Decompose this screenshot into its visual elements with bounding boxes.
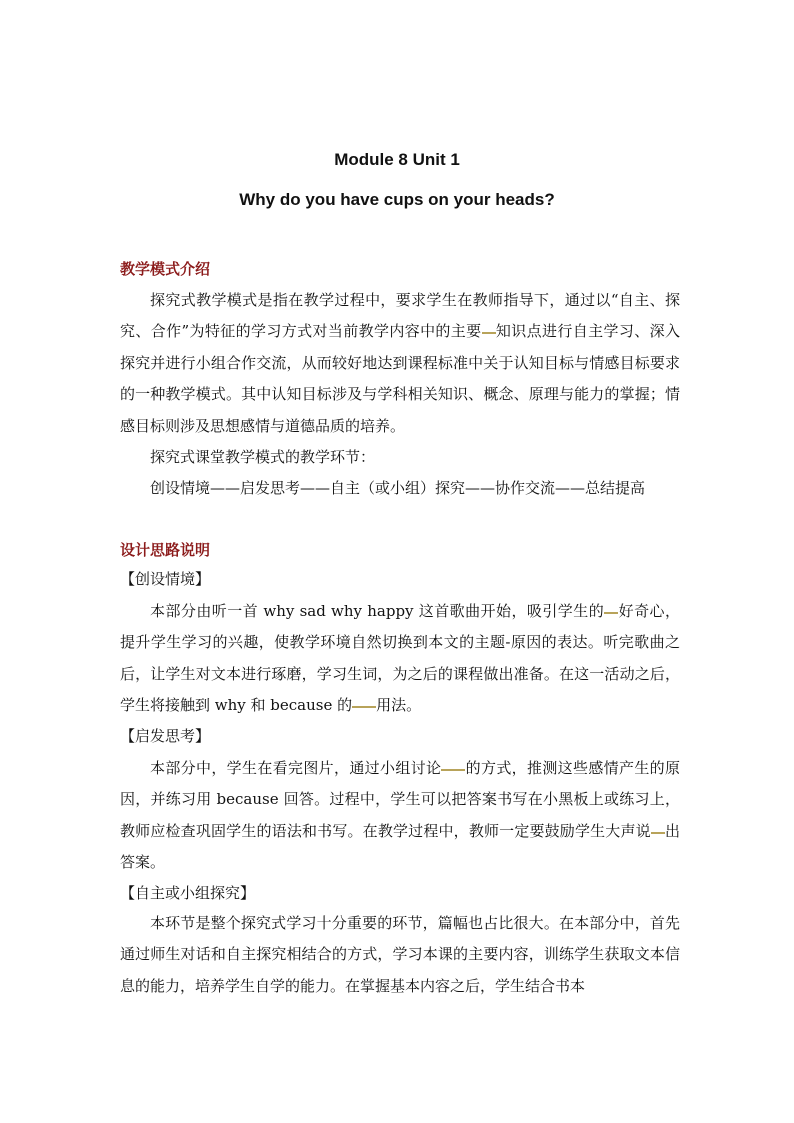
- scenario-text-2: 好奇心，提升学生学习的兴趣，使教学环境自然切换到本文的主题-原因的表达。听完歌曲之后，让学生对文本进行琢磨，学习生词，为之后的课程做出准备。在这一活动之后，学生将接触到 why 和 because 的: [120, 602, 680, 715]
- document-title: Module 8 Unit 1: [334, 150, 460, 169]
- mode-intro-text-1: 探究式教学模式是指在教学过程中，要求学生在教师指导下，通过以“自主、探究、合作”为特征的学习方式对当前教学内容中的主要: [120, 291, 680, 341]
- document-subtitle: Why do you have cups on your heads?: [239, 190, 555, 209]
- blank-underline: [651, 832, 665, 834]
- scenario-paragraph: [120, 596, 680, 722]
- inspire-paragraph: [120, 753, 680, 879]
- subsection-label-scenario: 【创设情境】: [120, 570, 211, 588]
- subsection-label-explore: 【自主或小组探究】: [120, 884, 256, 902]
- blank-underline: [482, 332, 496, 334]
- inspire-text-1: 本部分中，学生在看完图片，通过小组讨论: [150, 759, 442, 777]
- inspire-text-3: 出答案。: [120, 821, 680, 872]
- blank-underline: [441, 769, 465, 771]
- explore-paragraph: 本环节是整个探究式学习十分重要的环节，篇幅也占比很大。在本部分中，首先通过师生对话和自主探究相结合的方式，学习本课的主要内容，训练学生获取文本信息的能力，培养学生自学的能力。在掌握基本内容之后，学生结合书本: [120, 914, 680, 995]
- inspire-text-2: 的方式，推测这些感情产生的原因，并练习用 because 回答。过程中，学生可以把答案书写在小黑板上或练习上，教师应检查巩固学生的语法和书写。在教学过程中，教师一定要鼓励学生大声说: [120, 759, 680, 840]
- blank-underline: [352, 706, 376, 708]
- subsection-label-inspire: 【启发思考】: [120, 727, 211, 745]
- blank-underline: [604, 612, 618, 614]
- scenario-text-1: 本部分由听一首 why sad why happy 这首歌曲开始，吸引学生的: [150, 602, 605, 620]
- section-heading-design: 设计思路说明: [120, 541, 211, 559]
- section-heading-mode-intro: 教学模式介绍: [120, 260, 211, 278]
- teaching-steps-list: 创设情境——启发思考——自主（或小组）探究——协作交流——总结提高: [150, 479, 646, 497]
- scenario-text-3: 用法。: [376, 696, 422, 715]
- teaching-steps-intro: 探究式课堂教学模式的教学环节：: [150, 448, 376, 466]
- mode-intro-text-2: 知识点进行自主学习、深入探究并进行小组合作交流，从而较好地达到课程标准中关于认知目标与情感目标要求的一种教学模式。其中认知目标涉及与学科相关知识、概念、原理与能力的掌握；情感目标则涉及思想感情与道德品质的培养。: [120, 322, 680, 435]
- mode-intro-paragraph: [120, 285, 680, 442]
